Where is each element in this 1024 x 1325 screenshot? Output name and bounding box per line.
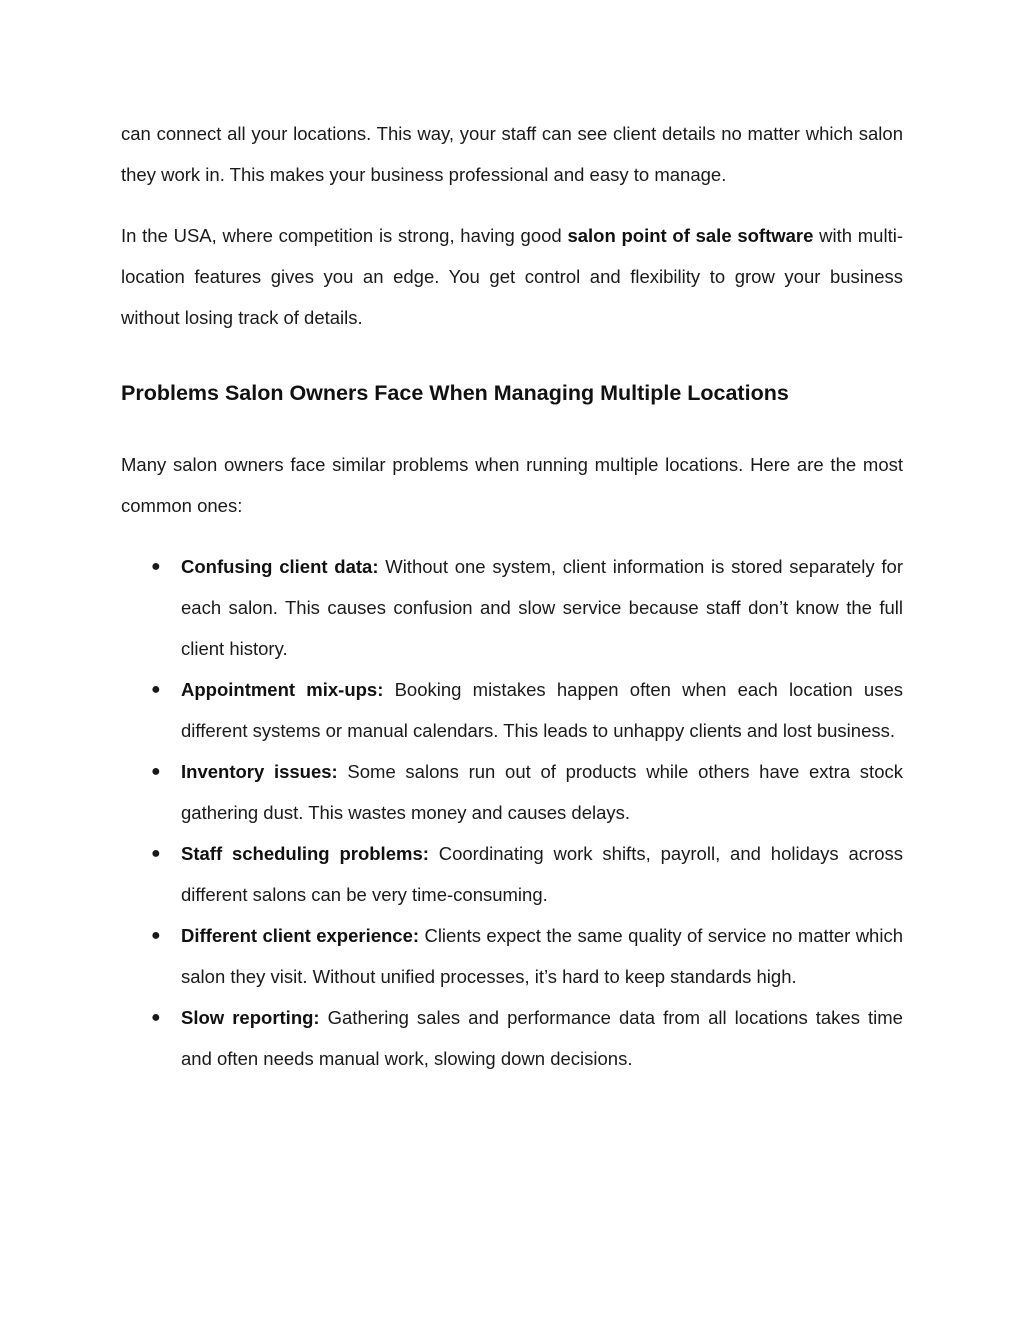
bullet-icon: ● bbox=[151, 1009, 161, 1026]
list-item-text: Booking mistakes happen often when each location uses different systems or manual calendars. This leads to unhappy clients and lost business. bbox=[181, 679, 903, 741]
bullet-icon: ● bbox=[151, 558, 161, 575]
list-item bbox=[121, 833, 903, 915]
list-item bbox=[121, 751, 903, 833]
list-item-text: Coordinating work shifts, payroll, and holidays across different salons can be very time-consuming. bbox=[181, 843, 903, 905]
paragraph-connect-locations bbox=[121, 113, 903, 195]
bullet-icon: ● bbox=[151, 927, 161, 944]
intro-text: Many salon owners face similar problems when running multiple locations. Here are the most common ones: bbox=[121, 454, 903, 516]
paragraph-text: can connect all your locations. This way, your staff can see client details no matter which salon they work in. This makes your business professional and easy to manage. bbox=[121, 123, 903, 185]
bold-phrase: salon point of sale software bbox=[567, 225, 814, 246]
bullet-icon: ● bbox=[151, 681, 161, 698]
section-heading: Problems Salon Owners Face When Managing Multiple Locations bbox=[121, 381, 789, 405]
list-item-text: Clients expect the same quality of service no matter which salon they visit. Without unified processes, it’s hard to keep standards high. bbox=[181, 925, 903, 987]
list-item bbox=[121, 669, 903, 751]
paragraph-text-end: with multi-location features gives you an edge. You get control and flexibility to grow your business without losing track of details. bbox=[121, 225, 903, 328]
list-item-title: Slow reporting: bbox=[181, 1007, 320, 1028]
list-item bbox=[121, 546, 903, 669]
list-item-text: Without one system, client information is stored separately for each salon. This causes confusion and slow service because staff don’t know the full client history. bbox=[181, 556, 904, 659]
bullet-icon: ● bbox=[151, 763, 161, 780]
bullet-icon: ● bbox=[151, 845, 161, 862]
paragraph-text-start: In the USA, where competition is strong, having good bbox=[121, 225, 568, 246]
section-intro bbox=[121, 444, 903, 526]
list-item-title: Different client experience: bbox=[181, 925, 420, 946]
list-item-text: Some salons run out of products while others have extra stock gathering dust. This wastes money and causes delays. bbox=[181, 761, 903, 823]
paragraph-usa-competition bbox=[121, 215, 903, 338]
document-page bbox=[121, 113, 903, 1079]
list-item-title: Staff scheduling problems: bbox=[181, 843, 429, 864]
list-item-title: Inventory issues: bbox=[181, 761, 338, 782]
list-item-title: Appointment mix-ups: bbox=[181, 679, 384, 700]
list-item-title: Confusing client data: bbox=[181, 556, 379, 577]
problems-list bbox=[121, 546, 903, 1079]
list-item bbox=[121, 915, 903, 997]
list-item-text: Gathering sales and performance data from all locations takes time and often needs manual work, slowing down decisions. bbox=[181, 1007, 903, 1069]
list-item bbox=[121, 997, 903, 1079]
